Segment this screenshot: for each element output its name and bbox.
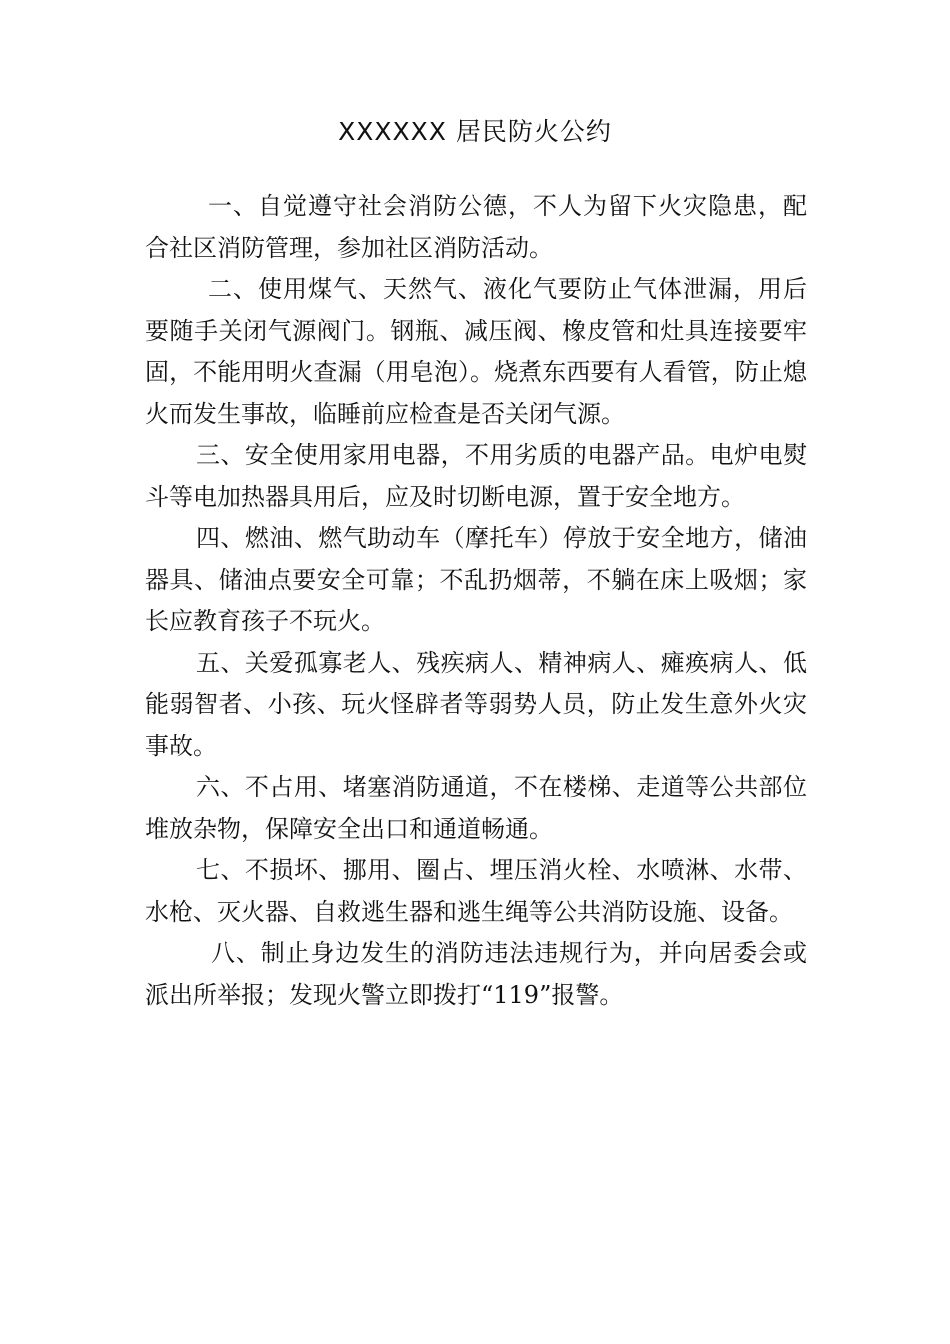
paragraph-1: 一、自觉遵守社会消防公德，不人为留下火灾隐患，配合社区消防管理，参加社区消防活动。 [145,192,807,262]
paragraph-5: 五、关爱孤寡老人、残疾病人、精神病人、瘫痪病人、低能弱智者、小孩、玩火怪辟者等弱势人员，防止发生意外火灾事故。 [145,648,807,760]
page-title: XXXXXX 居民防火公约 [338,117,612,146]
paragraph-3: 三、安全使用家用电器，不用劣质的电器产品。电炉电熨斗等电加热器具用后，应及时切断电源，置于安全地方。 [145,441,807,511]
paragraph-8: 八、制止身边发生的消防违法违规行为，并向居委会或派出所举报；发现火警立即拨打“119”报警。 [145,939,807,1009]
paragraph-4: 四、燃油、燃气助动车（摩托车）停放于安全地方，储油器具、储油点要安全可靠；不乱扔烟蒂，不躺在床上吸烟；家长应教育孩子不玩火。 [145,524,807,635]
paragraph-2: 二、使用煤气、天然气、液化气要防止气体泄漏，用后要随手关闭气源阀门。钢瓶、减压阀、橡皮管和灶具连接要牢固，不能用明火查漏（用皂泡）。烧煮东西要有人看管，防止熄火而发生事故，临睡前应检查是否关闭气源。 [145,275,807,428]
paragraph-7: 七、不损坏、挪用、圈占、埋压消火栓、水喷淋、水带、水枪、灭火器、自救逃生器和逃生绳等公共消防设施、设备。 [145,856,807,926]
document-body [145,186,807,1016]
paragraph-6: 六、不占用、堵塞消防通道，不在楼梯、走道等公共部位堆放杂物，保障安全出口和通道畅通。 [145,773,807,843]
